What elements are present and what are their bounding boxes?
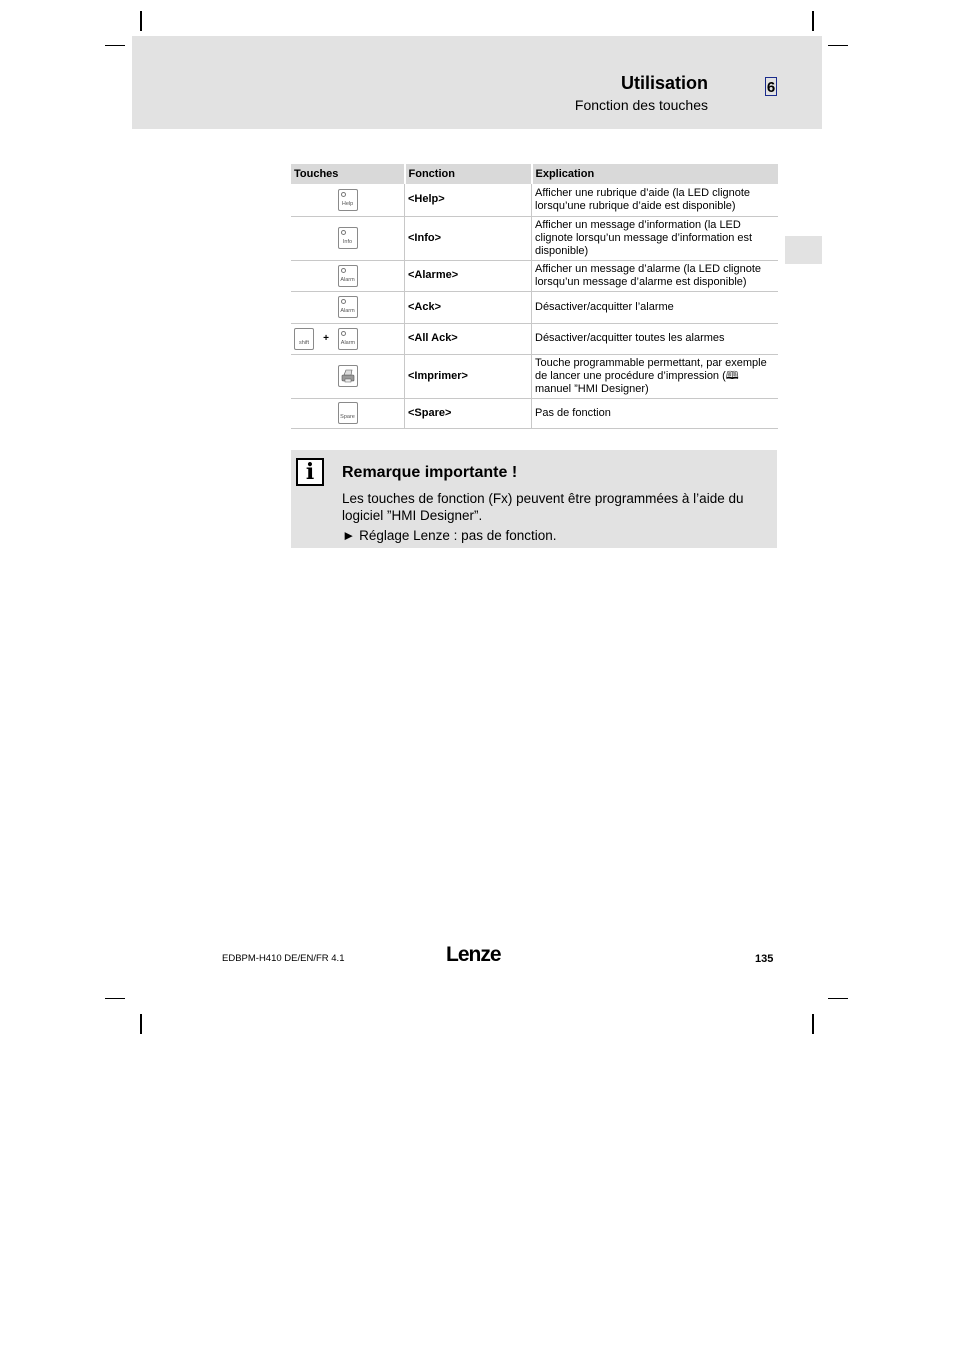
shift-key-icon: shift <box>294 328 314 350</box>
info-icon: i <box>296 458 324 486</box>
crop-mark <box>105 998 125 999</box>
crop-mark <box>828 45 848 46</box>
explanation-cell: Désactiver/acquitter l’alarme <box>532 291 779 323</box>
chapter-number-badge: 6 <box>766 79 776 96</box>
table-row <box>291 354 778 398</box>
table-row <box>291 291 778 323</box>
lenze-logo: Lenze <box>446 943 501 966</box>
column-header-keys: Touches <box>291 164 405 184</box>
help-key-icon: Help <box>338 189 358 211</box>
key-cell <box>291 323 405 354</box>
key-cell <box>291 216 405 260</box>
alarm-key-icon: Alarm <box>338 328 358 350</box>
important-note-box <box>291 450 777 548</box>
function-cell: <Alarme> <box>405 260 532 291</box>
printer-icon <box>338 365 358 387</box>
info-key-icon: Info <box>338 227 358 249</box>
page-number: 135 <box>755 953 774 965</box>
explanation-cell: Afficher un message d’information (la LED clignote lorsqu’un message d’information est disponible) <box>532 216 779 260</box>
document-id: EDBPM-H410 DE/EN/FR 4.1 <box>222 953 345 964</box>
table-row <box>291 398 778 428</box>
spare-key-icon: Spare <box>338 402 358 424</box>
explanation-cell: Désactiver/acquitter toutes les alarmes <box>532 323 779 354</box>
table-row <box>291 323 778 354</box>
table-row <box>291 260 778 291</box>
crop-mark <box>812 1014 814 1034</box>
function-cell: <Ack> <box>405 291 532 323</box>
note-text: Les touches de fonction (Fx) peuvent être programmées à l’aide du logiciel ”HMI Designer”. <box>342 491 744 523</box>
crop-mark <box>828 998 848 999</box>
column-header-explanation: Explication <box>532 164 779 184</box>
alarm-key-icon: Alarm <box>338 265 358 287</box>
key-cell <box>291 354 405 398</box>
explanation-cell: Touche programmable permettant, par exemple de lancer une procédure d’impression (🕮 manuel ”HMI Designer) <box>532 354 779 398</box>
alarm-key-icon: Alarm <box>338 296 358 318</box>
key-function-table <box>291 164 778 429</box>
table-header-row <box>291 164 778 184</box>
key-combination-plus: + <box>323 333 329 344</box>
note-title: Remarque importante ! <box>342 464 518 481</box>
key-cell <box>291 184 405 216</box>
crop-mark <box>140 11 142 31</box>
key-cell <box>291 260 405 291</box>
function-cell: <Imprimer> <box>405 354 532 398</box>
crop-mark <box>812 11 814 31</box>
table-row <box>291 216 778 260</box>
function-cell: <All Ack> <box>405 323 532 354</box>
crop-mark <box>140 1014 142 1034</box>
function-cell: <Info> <box>405 216 532 260</box>
table-row <box>291 184 778 216</box>
chapter-subtitle: Fonction des touches <box>574 97 708 113</box>
explanation-cell: Afficher une rubrique d’aide (la LED clignote lorsqu’une rubrique d’aide est disponible) <box>532 184 779 216</box>
crop-mark <box>105 45 125 46</box>
header-band <box>132 36 822 129</box>
chapter-title: Utilisation <box>620 73 708 93</box>
column-header-function: Fonction <box>405 164 532 184</box>
note-bullet: ► Réglage Lenze : pas de fonction. <box>342 528 557 543</box>
key-cell <box>291 398 405 428</box>
function-cell: <Spare> <box>405 398 532 428</box>
side-tab-marker <box>785 236 822 264</box>
function-cell: <Help> <box>405 184 532 216</box>
explanation-cell: Pas de fonction <box>532 398 779 428</box>
explanation-cell: Afficher un message d’alarme (la LED clignote lorsqu’un message d’alarme est disponible) <box>532 260 779 291</box>
key-cell <box>291 291 405 323</box>
